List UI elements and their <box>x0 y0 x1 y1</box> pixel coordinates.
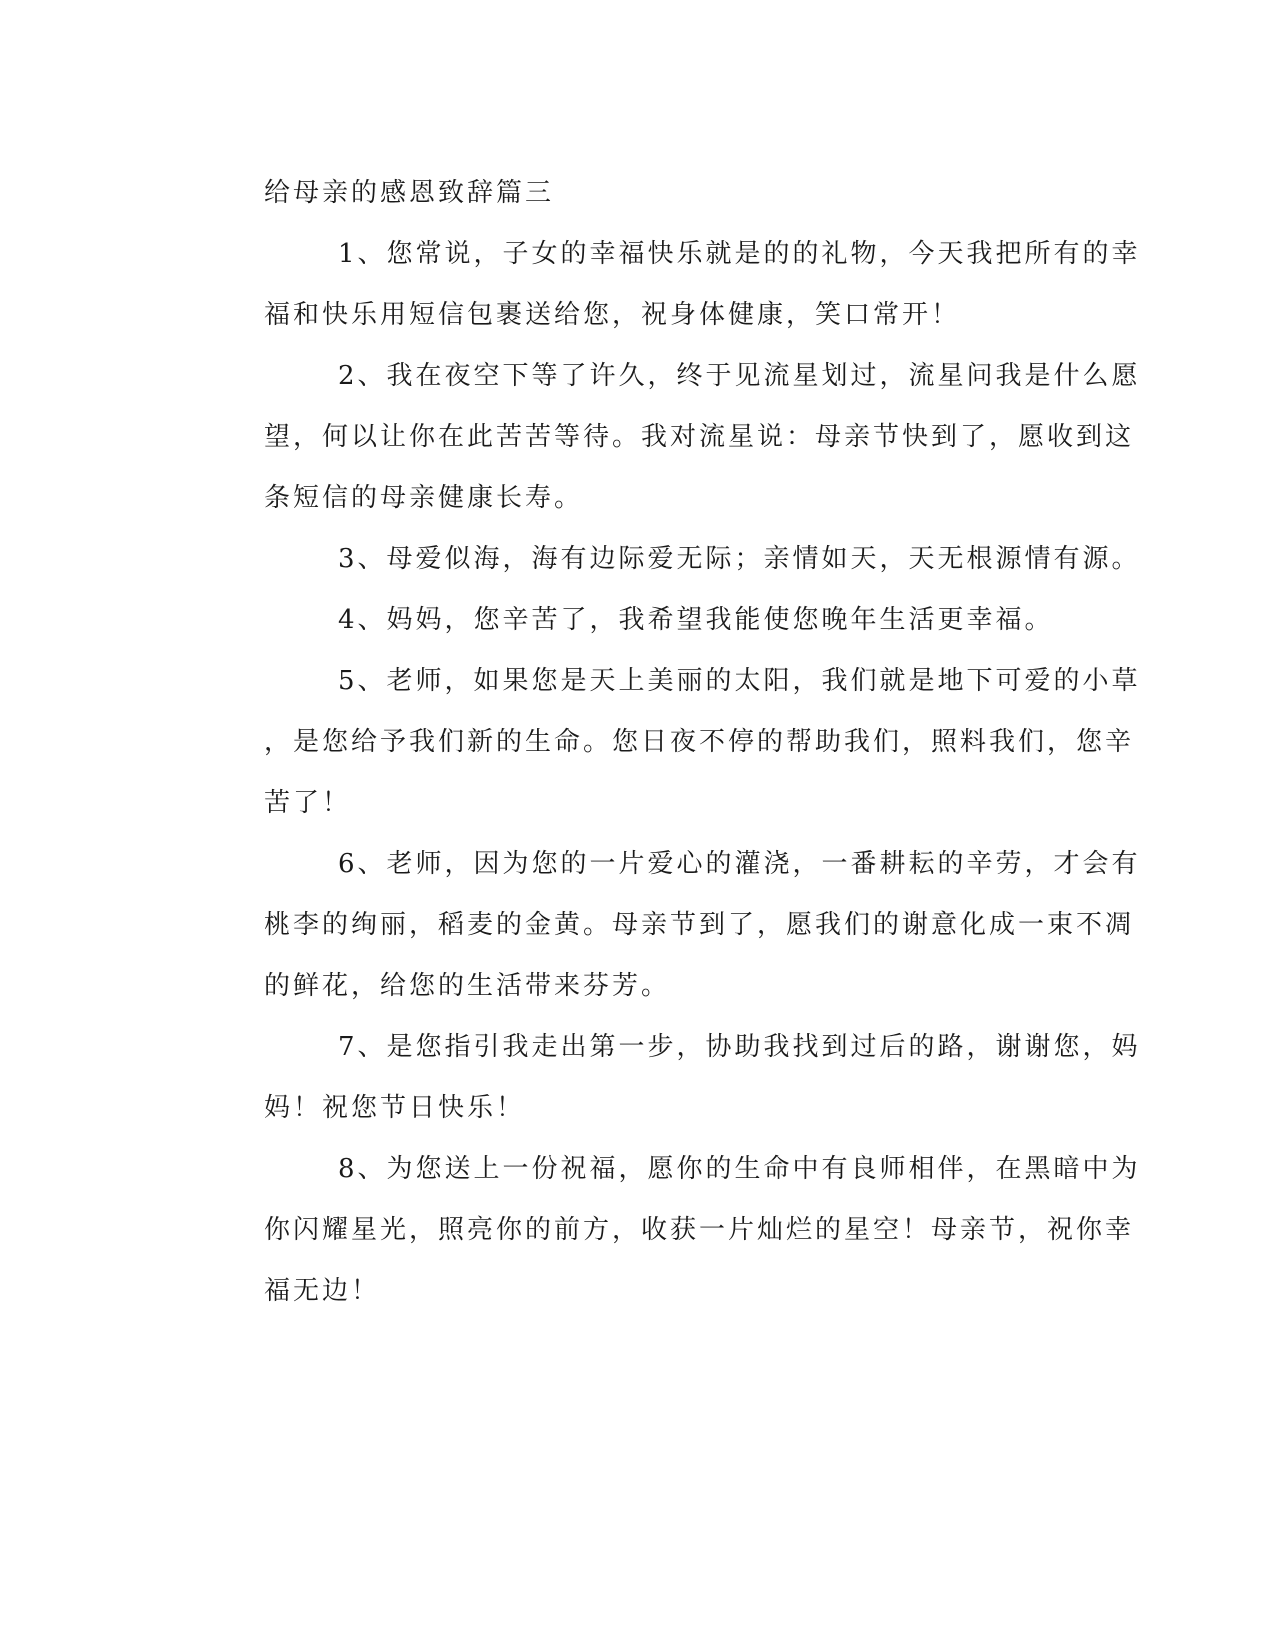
paragraph-8 <box>190 1139 1141 1322</box>
paragraph-line: 1、您常说，子女的幸福快乐就是的的礼物，今天我把所有的幸 <box>338 239 1141 269</box>
paragraph-line: 的鲜花，给您的生活带来芬芳。 <box>264 971 671 1001</box>
paragraph-line: 2、我在夜空下等了许久，终于见流星划过，流星问我是什么愿 <box>338 361 1141 391</box>
paragraph-line: 4、妈妈，您辛苦了，我希望我能使您晚年生活更幸福。 <box>338 605 1054 635</box>
paragraph-line: 3、母爱似海，海有边际爱无际；亲情如天，天无根源情有源。 <box>338 544 1141 574</box>
paragraph-line: 条短信的母亲健康长寿。 <box>264 483 584 513</box>
paragraph-7 <box>190 1017 1141 1139</box>
paragraph-6 <box>190 834 1141 1017</box>
document-title: 给母亲的感恩致辞篇三 <box>264 178 555 208</box>
paragraph-line: 福无边！ <box>264 1276 381 1306</box>
paragraph-line: 桃李的绚丽，稻麦的金黄。母亲节到了，愿我们的谢意化成一束不凋 <box>264 910 1135 940</box>
paragraph-5 <box>190 651 1141 834</box>
document-body <box>190 163 1141 1322</box>
paragraph-4 <box>190 590 1066 651</box>
paragraph-line: ，是您给予我们新的生命。您日夜不停的帮助我们，照料我们，您辛 <box>264 727 1135 757</box>
paragraph-line: 8、为您送上一份祝福，愿你的生命中有良师相伴，在黑暗中为 <box>338 1154 1141 1184</box>
paragraph-2 <box>190 346 1141 529</box>
paragraph-line: 5、老师，如果您是天上美丽的太阳，我们就是地下可爱的小草 <box>338 666 1141 696</box>
paragraph-line: 望，何以让你在此苦苦等待。我对流星说：母亲节快到了，愿收到这 <box>264 422 1135 452</box>
paragraph-line: 妈！祝您节日快乐！ <box>264 1093 526 1123</box>
paragraph-3 <box>190 529 1141 590</box>
paragraph-line: 苦了！ <box>264 788 352 818</box>
paragraph-line: 福和快乐用短信包裹送给您，祝身体健康，笑口常开！ <box>264 300 961 330</box>
paragraph-line: 你闪耀星光，照亮你的前方，收获一片灿烂的星空！母亲节，祝你幸 <box>264 1215 1135 1245</box>
paragraph-line: 6、老师，因为您的一片爱心的灌浇，一番耕耘的辛劳，才会有 <box>338 849 1141 879</box>
paragraph-line: 7、是您指引我走出第一步，协助我找到过后的路，谢谢您，妈 <box>338 1032 1141 1062</box>
paragraph-1 <box>190 224 1141 346</box>
